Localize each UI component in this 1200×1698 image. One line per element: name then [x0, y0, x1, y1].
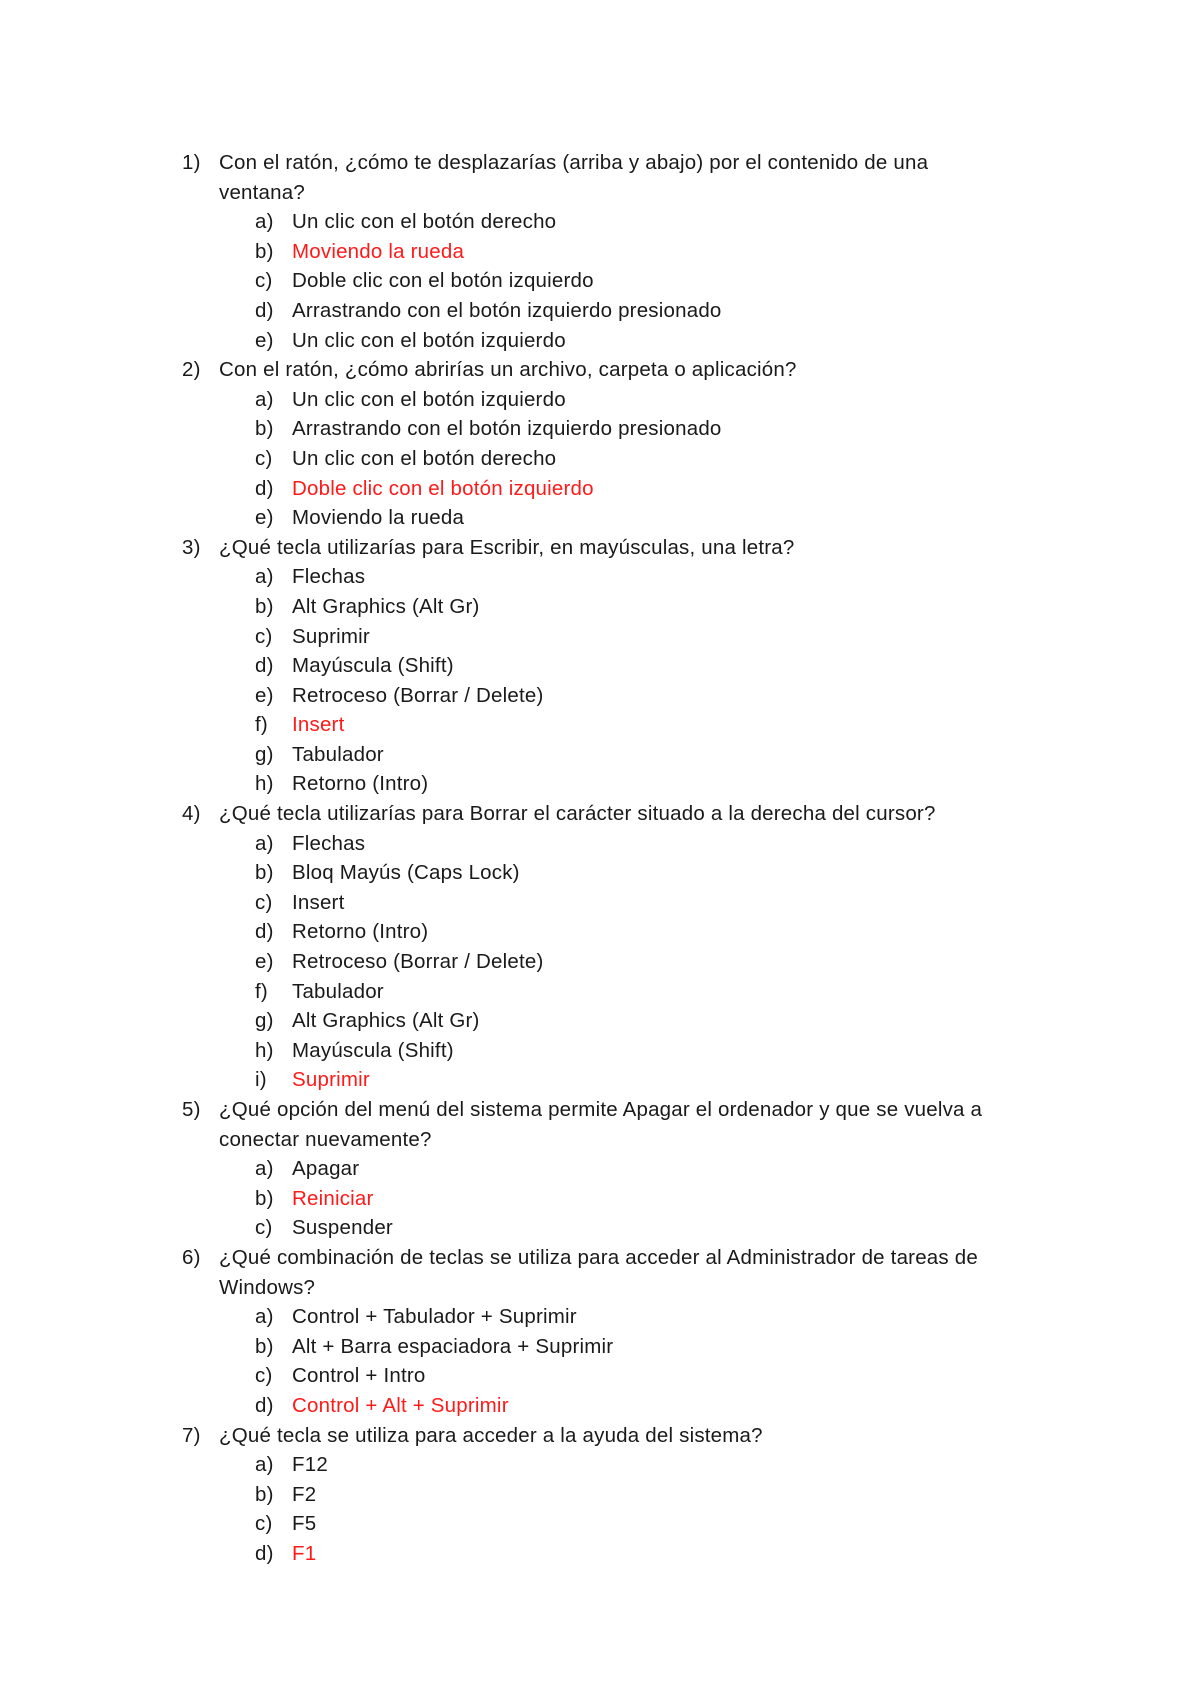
option-letter: c) [255, 446, 273, 470]
option-letter: c) [255, 890, 273, 914]
option-text: Control + Tabulador + Suprimir [292, 1305, 577, 1329]
question-text: ¿Qué opción del menú del sistema permite Apagar el ordenador y que se vuelva a [219, 1098, 983, 1121]
question-line [0, 1095, 1200, 1125]
option-item [0, 1213, 1200, 1243]
option-text: Tabulador [292, 979, 384, 1003]
option-item [0, 414, 1200, 444]
question-2 [0, 355, 1200, 533]
option-text: Alt + Barra espaciadora + Suprimir [292, 1334, 614, 1358]
option-text: Un clic con el botón derecho [292, 210, 557, 234]
option-text-correct: Moviendo la rueda [292, 239, 465, 263]
option-letter: h) [255, 772, 274, 796]
option-item [0, 1509, 1200, 1539]
option-text: Tabulador [292, 742, 384, 766]
question-text: Windows? [219, 1275, 316, 1299]
option-text: Arrastrando con el botón izquierdo presionado [292, 298, 722, 322]
question-line [0, 799, 1200, 829]
question-number: 1) [182, 151, 201, 174]
option-item [0, 1065, 1200, 1095]
question-number: 4) [182, 802, 201, 826]
question-1 [0, 148, 1200, 355]
question-number: 6) [182, 1245, 201, 1269]
option-text: Suspender [292, 1216, 393, 1240]
option-item [0, 1480, 1200, 1510]
option-item [0, 385, 1200, 415]
option-text: Mayúscula (Shift) [292, 1038, 454, 1062]
question-line [0, 533, 1200, 563]
option-letter: d) [255, 476, 274, 500]
option-letter: b) [255, 594, 274, 618]
question-text: ¿Qué tecla utilizarías para Borrar el carácter situado a la derecha del cursor? [219, 802, 936, 826]
option-item [0, 1391, 1200, 1421]
question-text: ¿Qué tecla utilizarías para Escribir, en mayúsculas, una letra? [219, 535, 795, 559]
option-letter: h) [255, 1038, 274, 1062]
option-text: Un clic con el botón izquierdo [292, 387, 566, 411]
option-text: F5 [292, 1512, 317, 1536]
option-letter: c) [255, 1512, 273, 1536]
option-text-correct: Control + Alt + Suprimir [292, 1393, 509, 1417]
option-letter: c) [255, 1364, 273, 1388]
option-text: Flechas [292, 565, 366, 589]
option-text-correct: Suprimir [292, 1068, 370, 1092]
option-item [0, 622, 1200, 652]
option-text: Doble clic con el botón izquierdo [292, 269, 594, 293]
question-number: 5) [182, 1098, 201, 1121]
option-text-correct: F1 [292, 1541, 317, 1565]
option-text: Retroceso (Borrar / Delete) [292, 950, 544, 974]
option-item [0, 1539, 1200, 1569]
option-item [0, 474, 1200, 504]
option-text: F12 [292, 1453, 328, 1477]
option-item [0, 651, 1200, 681]
option-text-correct: Doble clic con el botón izquierdo [292, 476, 594, 500]
option-item [0, 444, 1200, 474]
option-letter: e) [255, 683, 274, 707]
option-letter: a) [255, 1157, 274, 1181]
option-letter: e) [255, 328, 274, 352]
question-text: ¿Qué combinación de teclas se utiliza para acceder al Administrador de tareas de [219, 1245, 978, 1269]
option-item [0, 1332, 1200, 1362]
question-6 [0, 1243, 1200, 1421]
option-item [0, 237, 1200, 267]
option-letter: b) [255, 239, 274, 263]
option-letter: a) [255, 1453, 274, 1477]
option-letter: i) [255, 1068, 267, 1092]
question-text: Con el ratón, ¿cómo te desplazarías (arriba y abajo) por el contenido de una [219, 151, 929, 174]
option-item [0, 917, 1200, 947]
option-letter: f) [255, 979, 268, 1003]
option-text: Un clic con el botón izquierdo [292, 328, 566, 352]
option-letter: g) [255, 1009, 274, 1033]
option-item [0, 829, 1200, 859]
option-letter: d) [255, 1393, 274, 1417]
option-text-correct: Insert [292, 713, 345, 737]
option-item [0, 710, 1200, 740]
question-line [0, 355, 1200, 385]
option-text: Un clic con el botón derecho [292, 446, 557, 470]
question-text: conectar nuevamente? [219, 1127, 432, 1151]
option-text: Retorno (Intro) [292, 772, 429, 796]
option-item [0, 947, 1200, 977]
option-letter: b) [255, 417, 274, 441]
question-text: ¿Qué tecla se utiliza para acceder a la ayuda del sistema? [219, 1423, 763, 1447]
option-letter: g) [255, 742, 274, 766]
option-item [0, 681, 1200, 711]
option-item [0, 266, 1200, 296]
question-number: 2) [182, 358, 201, 382]
option-text: Control + Intro [292, 1364, 426, 1388]
question-line [0, 148, 1200, 178]
option-letter: a) [255, 210, 274, 234]
question-4 [0, 799, 1200, 1095]
option-item [0, 977, 1200, 1007]
option-text: Flechas [292, 831, 366, 855]
option-text: Insert [292, 890, 345, 914]
option-item [0, 1036, 1200, 1066]
question-number: 7) [182, 1423, 201, 1447]
option-item [0, 858, 1200, 888]
option-item [0, 1361, 1200, 1391]
question-line [0, 1243, 1200, 1273]
option-item [0, 503, 1200, 533]
option-text: Retorno (Intro) [292, 920, 429, 944]
question-line [0, 1125, 1200, 1155]
option-letter: b) [255, 1186, 274, 1210]
option-letter: f) [255, 713, 268, 737]
option-letter: e) [255, 950, 274, 974]
option-letter: d) [255, 920, 274, 944]
option-letter: a) [255, 1305, 274, 1329]
question-text: Con el ratón, ¿cómo abrirías un archivo, carpeta o aplicación? [219, 358, 797, 382]
option-text: Suprimir [292, 624, 370, 648]
question-line [0, 178, 1200, 208]
option-letter: a) [255, 831, 274, 855]
option-item [0, 1006, 1200, 1036]
option-item [0, 769, 1200, 799]
option-letter: b) [255, 861, 274, 885]
option-text: Alt Graphics (Alt Gr) [292, 1009, 480, 1033]
option-text: Arrastrando con el botón izquierdo presionado [292, 417, 722, 441]
question-line [0, 1273, 1200, 1303]
option-item [0, 1302, 1200, 1332]
option-item [0, 1154, 1200, 1184]
option-text: Alt Graphics (Alt Gr) [292, 594, 480, 618]
option-item [0, 740, 1200, 770]
option-letter: e) [255, 506, 274, 530]
option-item [0, 207, 1200, 237]
option-text-correct: Reiniciar [292, 1186, 374, 1210]
option-letter: b) [255, 1482, 274, 1506]
option-item [0, 326, 1200, 356]
option-item [0, 296, 1200, 326]
quiz-document [0, 148, 1200, 1569]
option-letter: d) [255, 654, 274, 678]
option-letter: d) [255, 1541, 274, 1565]
question-line [0, 1421, 1200, 1451]
question-number: 3) [182, 535, 201, 559]
option-text: F2 [292, 1482, 317, 1506]
option-letter: c) [255, 1216, 273, 1240]
question-5 [0, 1095, 1200, 1243]
option-letter: b) [255, 1334, 274, 1358]
option-letter: d) [255, 298, 274, 322]
question-7 [0, 1421, 1200, 1569]
question-3 [0, 533, 1200, 799]
option-letter: a) [255, 565, 274, 589]
option-letter: c) [255, 624, 273, 648]
option-text: Mayúscula (Shift) [292, 654, 454, 678]
option-item [0, 1450, 1200, 1480]
option-item [0, 592, 1200, 622]
option-item [0, 1184, 1200, 1214]
option-item [0, 888, 1200, 918]
question-text: ventana? [219, 180, 305, 204]
option-text: Retroceso (Borrar / Delete) [292, 683, 544, 707]
option-text: Bloq Mayús (Caps Lock) [292, 861, 520, 885]
option-text: Apagar [292, 1157, 360, 1181]
option-item [0, 562, 1200, 592]
option-letter: a) [255, 387, 274, 411]
option-text: Moviendo la rueda [292, 506, 465, 530]
option-letter: c) [255, 269, 273, 293]
